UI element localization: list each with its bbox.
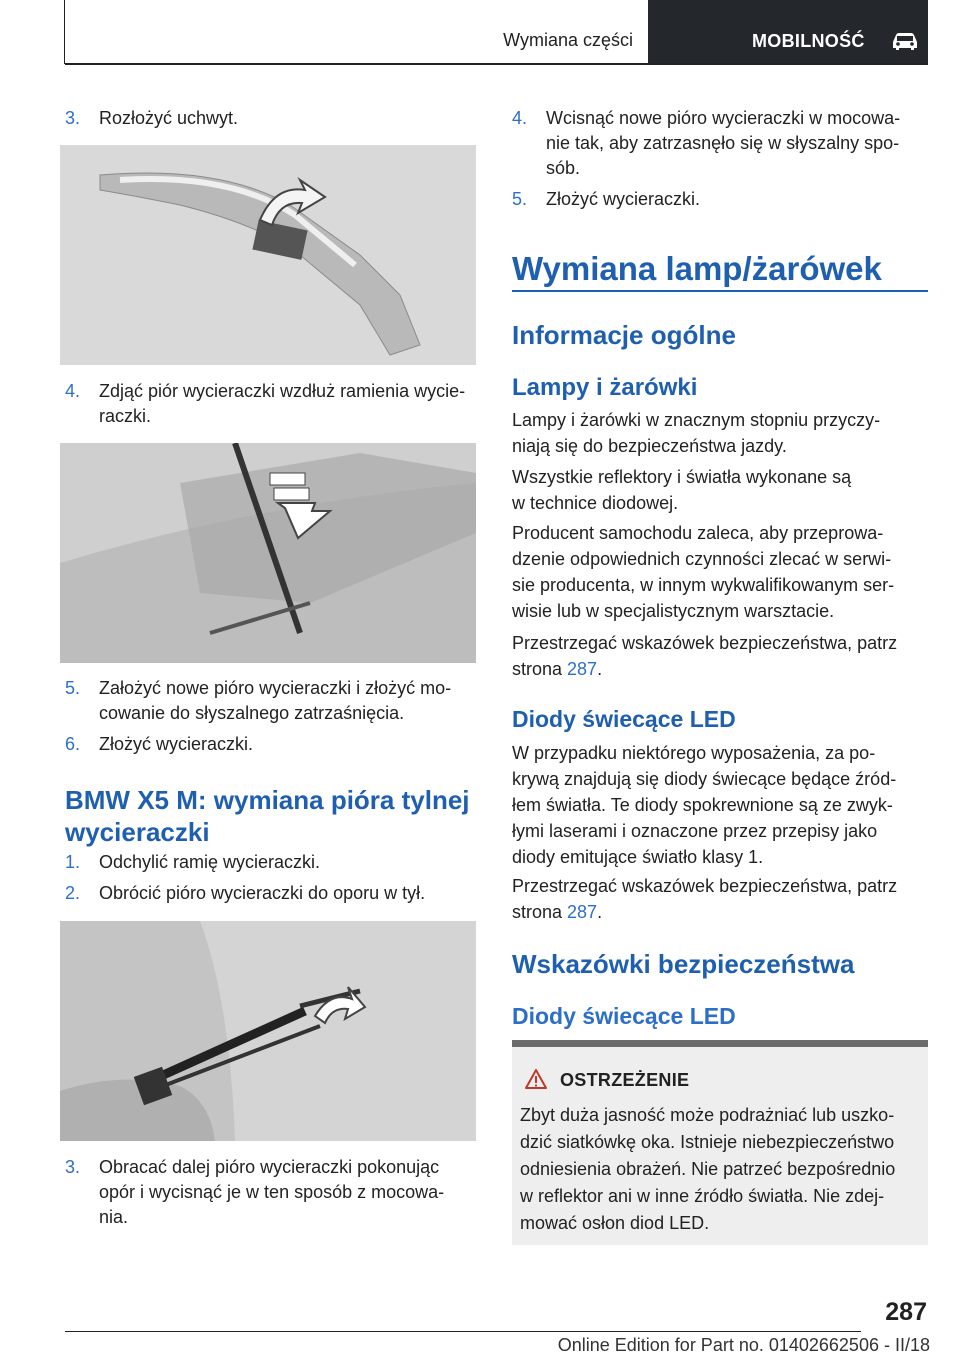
windshield-wiper-illustration: [60, 443, 476, 663]
text-line: Przestrzegać wskazówek bezpieczeństwa, patrz: [512, 876, 898, 896]
text-line: dzić siatkówkę oka. Istnieje niebezpieczeństwo: [520, 1132, 895, 1152]
warning-title: OSTRZEŻENIE: [560, 1070, 690, 1090]
text-line: Producent samochodu zaleca, aby przeprowa-: [512, 523, 884, 543]
text-line: łymi laserami i oznaczone przez przepisy jako: [512, 821, 878, 841]
footer-edition: Online Edition for Part no. 01402662506 - II/18: [557, 1335, 930, 1355]
step-text: Obracać dalej pióro wycieraczki pokonując: [99, 1157, 440, 1177]
warning-triangle-icon: [524, 1068, 548, 1090]
step-number: 6.: [65, 734, 81, 754]
step-number: 3.: [65, 1157, 81, 1177]
step-text: Złożyć wycieraczki.: [546, 189, 701, 209]
step-text: Obrócić pióro wycieraczki do oporu w tył.: [99, 883, 426, 903]
text-line: dzenie odpowiednich czynności zlecać w serwi-: [512, 549, 892, 569]
text-line: [512, 656, 928, 682]
text-fragment: strona: [512, 902, 568, 922]
text-line: łem światła. Te diody spokrewnione są ze zwyk-: [512, 795, 893, 815]
text-line: wisie lub w specjalistycznym warsztacie.: [512, 601, 835, 621]
text-line: w reflektor ani w inne źródło światła. Nie zdej-: [520, 1186, 885, 1206]
heading-led-safety: Diody świecące LED: [512, 1003, 736, 1029]
step-text: cowanie do słyszalnego zatrzaśnięcia.: [99, 703, 405, 723]
section-title-x5m: [65, 784, 470, 848]
header-section-title: Wymiana części: [503, 30, 633, 50]
step-text: raczki.: [99, 406, 152, 426]
header-chapter-title: MOBILNOŚĆ: [752, 31, 865, 51]
heading-general-info: Informacje ogólne: [512, 320, 736, 350]
section-title-line: BMW X5 M: wymiana pióra tylnej: [65, 785, 470, 815]
paragraph-led-tech: [512, 464, 928, 516]
paragraph-safety-ref: [512, 630, 928, 682]
text-line: w technice diodowej.: [512, 493, 679, 513]
heading-safety: Wskazówki bezpieczeństwa: [512, 949, 855, 979]
text-line: sie producenta, w innym wykwalifikowanym ser-: [512, 575, 895, 595]
heading-led: Diody świecące LED: [512, 706, 736, 732]
heading-lamps: Lampy i żarówki: [512, 374, 698, 401]
step-number: 2.: [65, 883, 81, 903]
text-line: Przestrzegać wskazówek bezpieczeństwa, patrz: [512, 633, 898, 653]
text-line: Zbyt duża jasność może podrażniać lub uszko-: [520, 1105, 895, 1125]
page-number: 287: [885, 1298, 927, 1326]
text-fragment: .: [597, 659, 603, 679]
header-section: [65, 0, 647, 63]
step-text: Odchylić ramię wycieraczki.: [99, 852, 321, 872]
step-text: Założyć nowe pióro wycieraczki i złożyć mo-: [99, 678, 452, 698]
text-line: krywą znajdują się diody świecące będące źród-: [512, 769, 897, 789]
step-text: Złożyć wycieraczki.: [99, 734, 254, 754]
paragraph-safety-ref-2: [512, 873, 928, 925]
text-line: mować osłon diod LED.: [520, 1213, 710, 1233]
step-text: nie tak, aby zatrzasnęło się w słyszalny spo-: [546, 133, 900, 153]
step-text: nia.: [99, 1207, 129, 1227]
text-line: Lampy i żarówki w znacznym stopniu przyczy-: [512, 410, 881, 430]
step-number: 4.: [512, 108, 528, 128]
step-text: sób.: [546, 158, 581, 178]
step-number: 1.: [65, 852, 81, 872]
text-line: niają się do bezpieczeństwa jazdy.: [512, 436, 787, 456]
paragraph-led: [512, 740, 928, 870]
page-link[interactable]: 287: [567, 902, 598, 922]
warning-bar: [512, 1040, 928, 1047]
figure-rear-wiper: [60, 921, 476, 1141]
rear-wiper-illustration: [60, 921, 476, 1141]
header-rule: [65, 63, 928, 65]
page-link[interactable]: 287: [567, 659, 598, 679]
step-text: Rozłożyć uchwyt.: [99, 108, 239, 128]
text-line: diody emitujące światło klasy 1.: [512, 847, 764, 867]
figure-windshield-wiper: [60, 443, 476, 663]
text-fragment: .: [597, 902, 603, 922]
figure-wiper-holder: [60, 145, 476, 365]
text-line: W przypadku niektórego wyposażenia, za po-: [512, 743, 876, 763]
header-chapter-box: [648, 0, 928, 64]
text-line: [512, 899, 928, 925]
footer-rule: [65, 1331, 861, 1332]
step-number: 3.: [65, 108, 81, 128]
text-line: odniesienia obrażeń. Nie patrzeć bezpośrednio: [520, 1159, 896, 1179]
warning-box: [512, 1040, 928, 1245]
step-text: Zdjąć piór wycieraczki wzdłuż ramienia wycie-: [99, 381, 466, 401]
paragraph-lamps: [512, 407, 928, 459]
car-icon: [890, 30, 920, 52]
step-number: 5.: [65, 678, 81, 698]
warning-text: [520, 1102, 924, 1237]
step-text: opór i wycisnąć je w ten sposób z mocowa-: [99, 1182, 445, 1202]
text-line: Wszystkie reflektory i światła wykonane są: [512, 467, 852, 487]
step-number: 4.: [65, 381, 81, 401]
paragraph-service: [512, 520, 928, 624]
chapter-heading: Wymiana lamp/żarówek: [512, 250, 882, 287]
chapter-heading-rule: [512, 290, 928, 292]
section-title-line: wycieraczki: [65, 817, 210, 847]
step-number: 5.: [512, 189, 528, 209]
text-fragment: strona: [512, 659, 568, 679]
wiper-holder-illustration: [60, 145, 476, 365]
step-text: Wcisnąć nowe pióro wycieraczki w mocowa-: [546, 108, 901, 128]
